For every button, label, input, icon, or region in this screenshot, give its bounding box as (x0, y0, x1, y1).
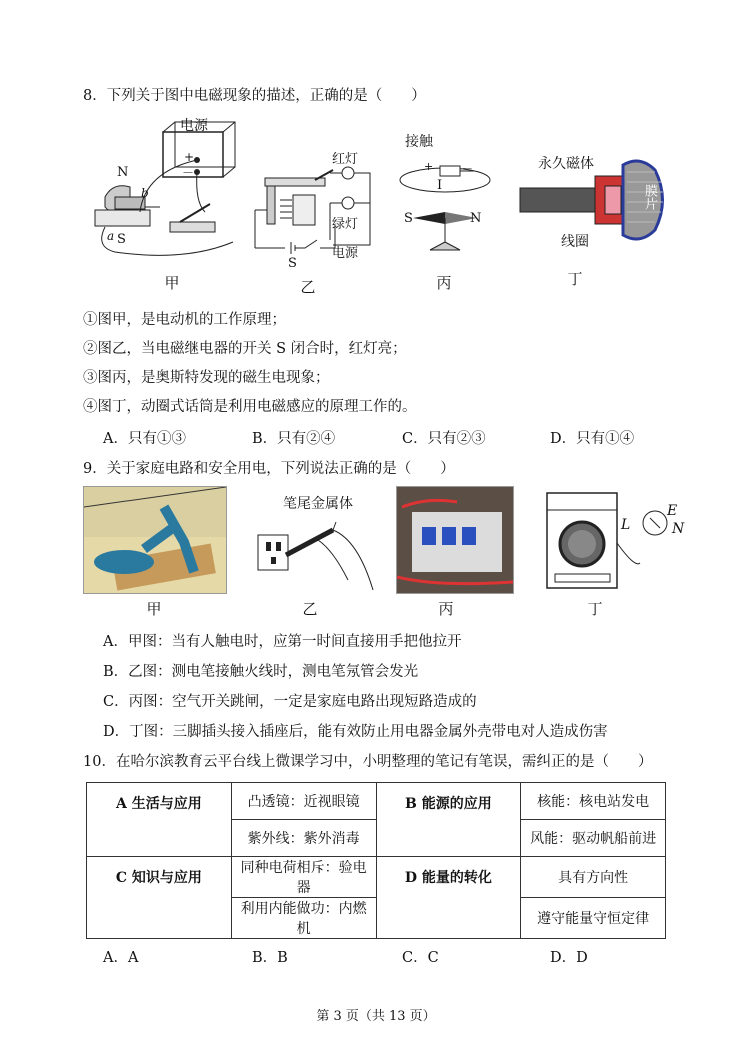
q10-cell-d-row2: 遵守能量守恒定律 (521, 898, 666, 939)
q8-fig1-b-label: b (141, 186, 149, 200)
q8-statement-1: ①图甲，是电动机的工作原理； (83, 312, 286, 328)
q8-fig3-caption: 丙 (436, 274, 452, 292)
q8-fig2-s-label: S (288, 256, 297, 271)
q8-fig4-film-label: 膜片 (642, 184, 657, 210)
q10-cell-c-head: C 知识与应用 (87, 857, 232, 939)
q8-fig4-magnet-label: 永久磁体 (538, 156, 594, 172)
q8-fig1-minus: － (182, 166, 195, 180)
q9-option-d: D．丁图：三脚插头接入插座后，能有效防止用电器金属外壳带电对人造成伤害 (103, 724, 608, 740)
q8-option-b: B．只有②④ (252, 431, 336, 447)
q9-fig2-test-pen-diagram (248, 510, 378, 595)
q10-cell-b-row2: 风能：驱动帆船前进 (521, 820, 666, 857)
q8-option-c: C．只有②③ (402, 431, 486, 447)
page-footer: 第 3 页（共 13 页） (316, 1009, 436, 1024)
q9-fig1-caption: 甲 (146, 600, 162, 618)
q9-option-a: A．甲图：当有人触电时，应第一时间直接用手把他拉开 (103, 634, 462, 650)
q10-cell-d-row1: 具有方向性 (521, 857, 666, 898)
q8-fig4-caption: 丁 (567, 270, 583, 288)
q10-option-c: C．C (402, 950, 439, 966)
q10-cell-b-row1: 核能：核电站发电 (521, 783, 666, 820)
q8-fig2-power-label: 电源 (332, 246, 359, 261)
q8-fig4-coil-label: 线圈 (561, 234, 589, 250)
q8-statement-4: ④图丁，动圈式话筒是利用电磁感应的原理工作的。 (83, 399, 417, 415)
q9-fig3-air-switch-photo (396, 486, 514, 594)
q8-statement-2: ②图乙，当电磁继电器的开关 S 闭合时，红灯亮； (83, 341, 407, 357)
q9-fig2-caption: 乙 (302, 600, 318, 618)
q8-fig1-diagram (85, 112, 245, 282)
q9-option-b: B．乙图：测电笔接触火线时，测电笔氖管会发光 (103, 664, 419, 680)
q8-fig3-s-label: S (404, 211, 413, 226)
q10-cell-a-head: A 生活与应用 (87, 783, 232, 857)
q8-fig1-n-label: N (117, 165, 129, 180)
q9-fig1-electric-shock-photo (83, 486, 227, 594)
q10-cell-a-row2: 紫外线：紫外消毒 (231, 820, 376, 857)
q8-fig3-i-label: I (437, 178, 443, 193)
q8-fig3-n-label: N (470, 211, 482, 226)
q10-option-b: B．B (252, 950, 288, 966)
q8-fig1-caption: 甲 (164, 274, 180, 292)
q10-option-a: A．A (103, 950, 139, 966)
q10-cell-b-head: B 能源的应用 (376, 783, 521, 857)
q8-fig2-caption: 乙 (300, 278, 316, 296)
q8-fig2-green-label: 绿灯 (332, 217, 359, 232)
q8-fig3-diagram (395, 150, 505, 260)
q8-fig2-diagram (245, 140, 385, 270)
q8-fig3-touch-label: 接触 (405, 134, 433, 150)
q10-cell-a-row1: 凸透镜：近视眼镜 (231, 783, 376, 820)
q8-stem: 8．下列关于图中电磁现象的描述，正确的是（ ） (83, 88, 426, 104)
q9-fig2-label: 笔尾金属体 (283, 496, 353, 512)
q9-fig4-l-label: L (621, 517, 631, 533)
q8-option-d: D．只有①④ (550, 431, 635, 447)
q8-fig1-s-label: S (117, 232, 126, 247)
q10-cell-c-row1: 同种电荷相斥：验电器 (231, 857, 376, 898)
q9-fig4-n-label: N (672, 521, 685, 537)
q8-fig1-plus: + (184, 150, 195, 164)
q9-stem: 9．关于家庭电路和安全用电，下列说法正确的是（ ） (83, 461, 455, 477)
q9-fig4-e-label: E (667, 503, 678, 519)
q8-statement-3: ③图丙，是奥斯特发现的磁生电现象； (83, 370, 330, 386)
q10-cell-c-row2: 利用内能做功：内燃机 (231, 898, 376, 939)
q10-cell-d-head: D 能量的转化 (376, 857, 521, 939)
q8-fig1-power-label: 电源 (180, 118, 208, 134)
q10-stem: 10．在哈尔滨教育云平台线上微课学习中，小明整理的笔记有笔误，需纠正的是（ ） (83, 754, 653, 770)
q8-fig3-minus: － (462, 162, 473, 175)
q10-notes-table (86, 782, 666, 939)
q8-fig3-plus: + (424, 160, 434, 173)
q9-fig4-caption: 丁 (587, 600, 603, 618)
q8-fig2-red-label: 红灯 (332, 152, 359, 167)
q8-fig1-a-label: a (107, 229, 115, 243)
q9-fig3-caption: 丙 (438, 600, 454, 618)
q10-option-d: D．D (550, 950, 588, 966)
q9-fig4-washing-machine-diagram (545, 488, 680, 593)
q8-option-a: A．只有①③ (103, 431, 186, 447)
q9-option-c: C．丙图：空气开关跳闸，一定是家庭电路出现短路造成的 (103, 694, 477, 710)
